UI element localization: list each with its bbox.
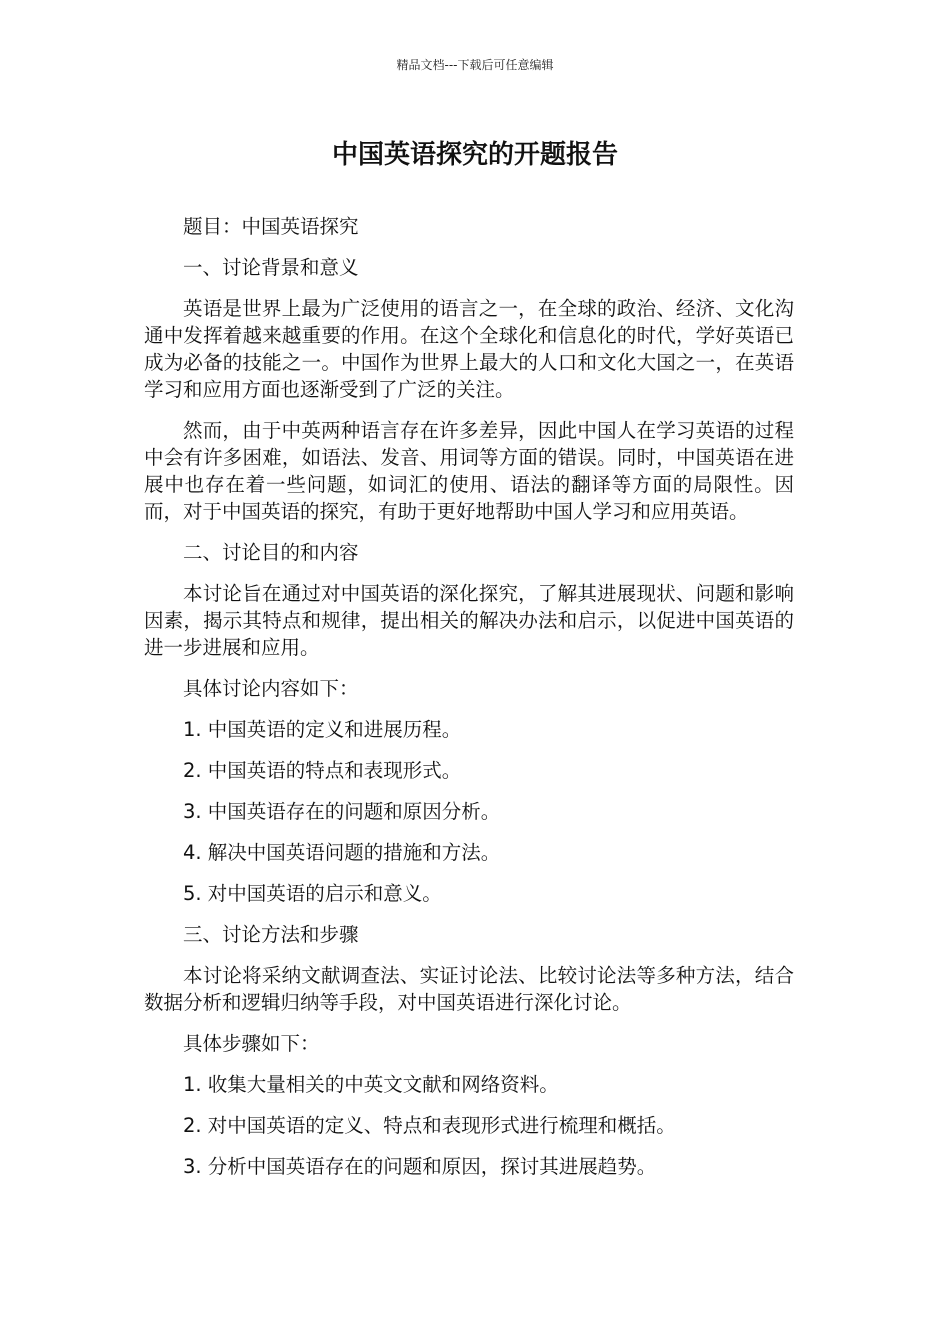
body-paragraph: 然而，由于中英两种语言存在许多差异，因此中国人在学习英语的过程中会有许多困难，如语法、发音、用词等方面的错误。同时，中国英语在进展中也存在着一些问题，如词汇的使用、语法的翻译等方面的局限性。因而，对于中国英语的探究，有助于更好地帮助中国人学习和应用英语。 bbox=[144, 419, 794, 523]
document-body bbox=[144, 213, 794, 1194]
list-intro: 具体步骤如下： bbox=[183, 1032, 320, 1055]
list-item: 2. 中国英语的特点和表现形式。 bbox=[183, 759, 462, 782]
section-heading-objectives: 二、讨论目的和内容 bbox=[183, 541, 359, 564]
topic-line: 题目：中国英语探究 bbox=[183, 215, 359, 238]
list-item: 4. 解决中国英语问题的措施和方法。 bbox=[183, 841, 501, 864]
page-header: 精品文档---下载后可任意编辑 bbox=[396, 58, 554, 72]
body-paragraph: 本讨论旨在通过对中国英语的深化探究，了解其进展现状、问题和影响因素，揭示其特点和规律，提出相关的解决办法和启示，以促进中国英语的进一步进展和应用。 bbox=[144, 582, 794, 659]
document-title: 中国英语探究的开题报告 bbox=[331, 140, 618, 170]
list-item: 2. 对中国英语的定义、特点和表现形式进行梳理和概括。 bbox=[183, 1114, 676, 1137]
list-intro: 具体讨论内容如下： bbox=[183, 677, 359, 700]
list-item: 3. 中国英语存在的问题和原因分析。 bbox=[183, 800, 501, 823]
list-item: 1. 中国英语的定义和进展历程。 bbox=[183, 718, 462, 741]
body-paragraph: 英语是世界上最为广泛使用的语言之一，在全球的政治、经济、文化沟通中发挥着越来越重要的作用。在这个全球化和信息化的时代，学好英语已成为必备的技能之一。中国作为世界上最大的人口和文化大国之一，在英语学习和应用方面也逐渐受到了广泛的关注。 bbox=[144, 297, 794, 401]
section-heading-background: 一、讨论背景和意义 bbox=[183, 256, 359, 279]
list-item: 5. 对中国英语的启示和意义。 bbox=[183, 882, 442, 905]
body-paragraph: 本讨论将采纳文献调查法、实证讨论法、比较讨论法等多种方法，结合数据分析和逻辑归纳等手段，对中国英语进行深化讨论。 bbox=[144, 964, 794, 1014]
section-heading-methods: 三、讨论方法和步骤 bbox=[183, 923, 359, 946]
list-item: 3. 分析中国英语存在的问题和原因，探讨其进展趋势。 bbox=[183, 1155, 657, 1178]
list-item: 1. 收集大量相关的中英文文献和网络资料。 bbox=[183, 1073, 559, 1096]
